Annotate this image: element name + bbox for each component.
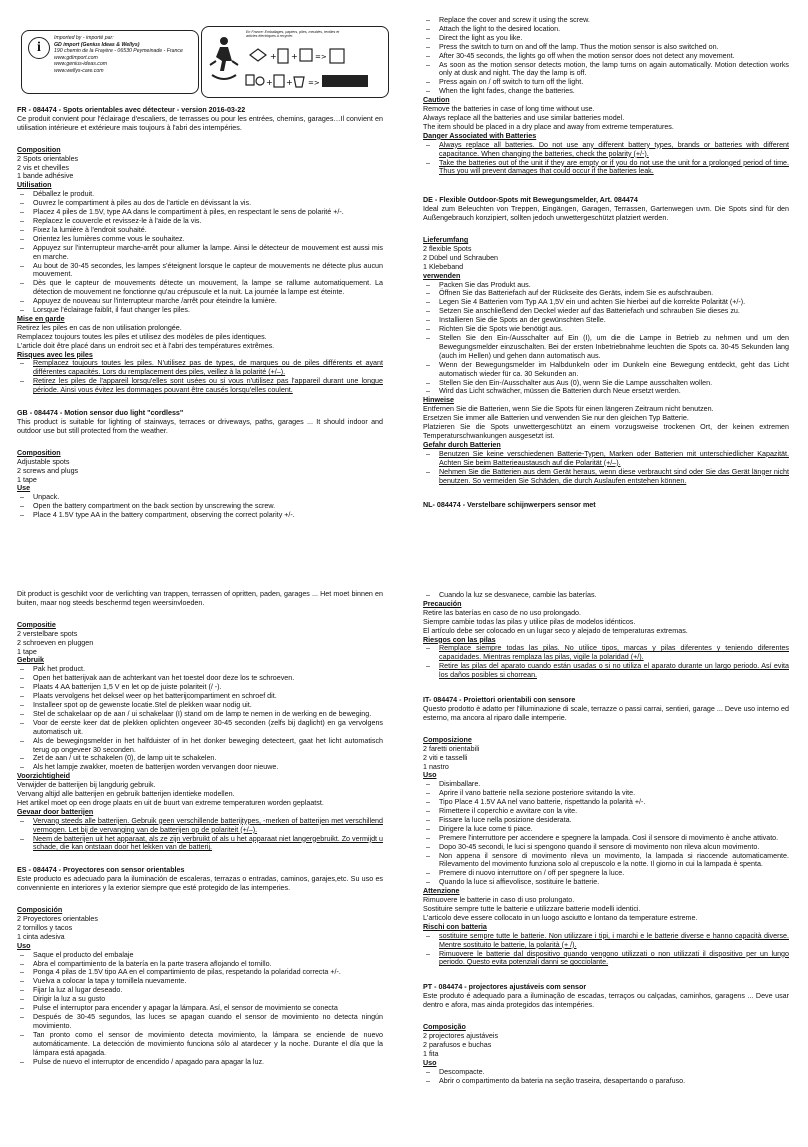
list-item: – Als het lampje zwakker, moeten de batterijen worden vervangen door nieuwe.	[33, 763, 383, 772]
list-item: Remplacez toujours toutes les piles et utilisez des modèles de piles identiques.	[17, 332, 267, 341]
list-item: – Press again on / off switch to turn off the light.	[439, 78, 789, 87]
list-item: 2 parafusos e buchas	[423, 1040, 492, 1049]
recycling-text: En France: Emballages, papiers, piles, meubles, textiles et articles électriques à recycler.	[246, 30, 340, 39]
list-item: – Retire las pilas del aparato cuando están usadas o si no utiliza el aparato durante un largo periodo. Así evita los daños posibles si chorrean.	[439, 662, 789, 680]
list-item: – Quando la luce si affievolisce, sostituire le batterie.	[439, 878, 789, 887]
list-item: Verwijder de batterijen bij langdurig gebruik.	[17, 781, 156, 790]
list-item: Ersetzen Sie immer alle Batterien und verwenden Sie nur den gleichen Typ Batterie.	[423, 414, 689, 423]
list-item: – Fissare la luce nella posizione desiderata.	[439, 816, 789, 825]
svg-text:+: +	[266, 78, 273, 87]
list-item: – When the light fades, change the batteries.	[439, 87, 789, 96]
importer-line: www.genius-ideas.com	[54, 61, 108, 68]
list-item: – Neem de batterijen uit het apparaat, als ze zijn verbruikt of als u het apparaat niet langergebruikt. Zo vermijdt u schade, die kan ontstaan door het lekken van de batterij.	[33, 835, 383, 853]
list-item: – Appuyez sur l'interrupteur marche-arrêt pour allumer la lampe. Ainsi le détecteur de mouvement est aussi mis en marche.	[33, 244, 383, 262]
section-title-es: ES - 084474 - Proyectores con sensor orientables	[17, 866, 185, 875]
importer-line: Imported by - importé par:	[54, 35, 114, 41]
section-title-nl: NL- 084474 - Verstelbare schijnwerpers sensor met	[423, 501, 596, 510]
list-item: 2 vis et chevilles	[17, 163, 69, 172]
list-item: Het artikel moet op een droge plaats en uit de buurt van extreme temperaturen worden geplaatst.	[17, 798, 324, 807]
panel-top-left	[17, 24, 383, 520]
list-item: – Retirez les piles de l'appareil lorsqu'elles sont usées ou si vous n'utilisez pas l'appareil durant une longue période. Ainsi vous évitez les dommages pouvant être causés lorsqu'elles coulent.	[33, 377, 383, 395]
use-list-de	[423, 281, 789, 397]
list-item: 2 schroeven en pluggen	[17, 638, 94, 647]
list-item: 1 fita	[423, 1049, 439, 1058]
risk-list-gb	[423, 141, 789, 177]
list-item: – Ouvrez le compartiment à piles au dos de l'article en dévissant la vis.	[33, 199, 383, 208]
importer-info	[54, 35, 183, 75]
section-title-it: IT- 084474 - Proiettori orientabili con sensore	[423, 696, 576, 705]
importer-line: GD import (Genius Ideas & Wellys)	[54, 41, 140, 48]
list-item: 1 bande adhésive	[17, 172, 74, 181]
list-item: – Cuando la luz se desvanece, cambie las baterías.	[439, 591, 789, 600]
heading-risk-gb: Danger Associated with Batteries	[423, 131, 537, 140]
list-item: – Dirigere la luce come ti piace.	[439, 825, 789, 834]
list-item: 2 Dübel und Schrauben	[423, 253, 499, 262]
list-item: – Press the switch to turn on and off the lamp. Thus the motion sensor is also switched on.	[439, 43, 789, 52]
list-item: – Rimettere il coperchio e avvitare con la vite.	[439, 807, 789, 816]
use-list-es	[17, 951, 383, 1067]
list-item: – Stel de schakelaar op de aan / ui schakelaar (I) stand om de lamp te nemen in de werking en de beweging.	[33, 710, 383, 719]
use-list-es-cont	[423, 591, 789, 600]
list-item: – sostituire sempre tutte le batterie. Non utilizzare i tipi, i marchi e le batterie diverse e hanno capacità diverse. Mentre sostituito le batterie, la polarità (+ /).	[439, 932, 789, 950]
heading-care-de: Hinweise	[423, 396, 454, 405]
section-title-de: DE - Flexible Outdoor-Spots mit Bewegungsmelder, Art. 084474	[423, 196, 638, 205]
list-item: – Vervang steeds alle batterijen. Gebruik geen verschillende batterijtypes, -merken of batterijen met verschillend vermogen. Let bij de vervanging van de batterijen op de polariteit (+/–).	[33, 817, 383, 835]
list-item: – Pak het product.	[33, 665, 383, 674]
importer-line: 190 chemin de la Frayère - 06530 Peymeinade - France	[54, 48, 183, 55]
list-item: – Open het batterijvak aan de achterkant van het toestel door deze los te schroeven.	[33, 674, 383, 683]
list-item: – Plaats 4 AA batterijen 1,5 V en let op de juiste polariteit (/ -).	[33, 683, 383, 692]
list-item: – Rimuovere le batterie dal dispositivo quando vengono utilizzati o non utilizzati il dispositivo per un lungo periodo. Questo evita potenziali danni se gocciolante.	[439, 950, 789, 968]
heading-composition-es: Composición	[17, 906, 63, 915]
list-item: – Au bout de 30-45 secondes, les lampes s'éteignent lorsque le capteur de mouvements ne détecte plus aucun mouvement.	[33, 262, 383, 280]
list-item: – Replace the cover and screw it using the screw.	[439, 16, 789, 25]
list-item: – Dès que le capteur de mouvements détecte un mouvement, la lampe se rallume automatiquement. La détection de mouvement ne fonctionne qu'au crépuscule et la nuit. La journée la lampe est éteinte.	[33, 279, 383, 297]
heading-risk-es: Riesgos con las pilas	[423, 635, 496, 644]
list-item: Entfernen Sie die Batterien, wenn Sie die Spots für einen längeren Zeitraum nicht benutzen.	[423, 405, 714, 414]
list-item: – Descompacte.	[439, 1068, 789, 1077]
importer-line: www.wellys-care.com	[54, 67, 104, 74]
list-item: – Installeer spot op de gewenste locatie.Stel de plekken waar nodig uit.	[33, 701, 383, 710]
heading-care-es: Precaución	[423, 599, 462, 608]
heading-care-gb: Caution	[423, 96, 450, 105]
section-title-gb: GB - 084474 - Motion sensor duo light "cordless"	[17, 409, 184, 418]
svg-text:+: +	[270, 52, 277, 61]
list-item: Adjustable spots	[17, 457, 70, 466]
list-item: Retirez les piles en cas de non utilisation prolongée.	[17, 323, 182, 332]
list-item: – Después de 30-45 segundos, las luces se apagan cuando el sensor de movimiento no detecta ningún movimiento.	[33, 1013, 383, 1031]
list-item: – Premere l'interruttore per accendere e spegnere la lampada. Così il sensore di movimento è anche attivato.	[439, 834, 789, 843]
list-item: 1 tape	[17, 475, 37, 484]
list-item: – Abrir o compartimento da bateria na seção traseira, desapertando o parafuso.	[439, 1077, 789, 1086]
list-item: – Aprire il vano batterie nella sezione posteriore svitando la vite.	[439, 789, 789, 798]
list-item: – Place 4 1.5V type AA in the battery compartment, observing the correct polarity +/-.	[33, 511, 383, 520]
list-item: – Disimballare.	[439, 780, 789, 789]
list-item: – Orientez les lumières comme vous le souhaitez.	[33, 235, 383, 244]
use-list-it	[423, 780, 789, 887]
use-list-gb-cont	[423, 16, 789, 96]
list-item: – Öffnen Sie das Batteriefach auf der Rückseite des Geräts, indem Sie es aufschrauben.	[439, 289, 789, 298]
list-item: 1 nastro	[423, 762, 449, 771]
panel-bottom-right	[423, 591, 789, 1085]
list-item: – Direct the light as you like.	[439, 34, 789, 43]
list-item: – Installieren Sie die Spots an der gewünschten Stelle.	[439, 316, 789, 325]
heading-composition-gb: Composition	[17, 448, 61, 457]
recycling-logo	[201, 26, 389, 98]
list-item: – Tipo Place 4 1.5V AA nel vano batterie, rispettando la polarità +/-.	[439, 798, 789, 807]
list-item: – Ponga 4 pilas de 1.5V tipo AA en el compartimiento de pilas, respetando la polaridad correcta +/-.	[33, 968, 383, 977]
list-item: Siempre cambie todas las pilas y utilice pilas de modelos idénticos.	[423, 617, 636, 626]
list-item: – Take the batteries out of the unit if they are empty or if you do not use the unit for a prolonged period of time. Thus you will prevent damages that could occur if the batteries leak.	[439, 159, 789, 177]
list-item: L'article doit être placé dans un endroit sec et à l'abri des températures extrêmes.	[17, 341, 275, 350]
list-item: 2 verstelbare spots	[17, 629, 78, 638]
intro-es: Este producto es adecuado para la iluminación de escaleras, terrazas o entradas, caminos, garajes,etc. Su uso es convenniente en interiores y la exterior siempre que esté protegido de las intemperies.	[17, 875, 383, 893]
heading-use-de: verwenden	[423, 271, 461, 280]
heading-use-pt: Uso	[423, 1058, 437, 1067]
list-item: – Dopo 30-45 secondi, le luci si spengono quando il sensore di movimento non rileva alcun movimento.	[439, 843, 789, 852]
list-item: – Benutzen Sie keine verschiedenen Batterie-Typen, Marken oder Batterien mit unterschiedlicher Kapazität. Achten Sie beim Batterieaustausch auf die Polarität (+/–).	[439, 450, 789, 468]
list-item: 2 tornillos y tacos	[17, 923, 73, 932]
heading-risk-it: Rischi con batteria	[423, 922, 487, 931]
heading-risk-nl: Gevaar door batterijen	[17, 807, 94, 816]
heading-composition-de: Lieferumfang	[423, 236, 469, 245]
list-item: Vervang altijd alle batterijen en gebruik batterijen identieke modellen.	[17, 790, 235, 799]
list-item: – Remplacez toujours toutes les piles. N'utilisez pas de types, de marques ou de piles différents et ayant différentes capacités. Lors du remplacement des piles, veillez à la polarité (+/–).	[33, 359, 383, 377]
list-item: – Fijar la luz al lugar deseado.	[33, 986, 383, 995]
list-item: – Placez 4 piles de 1.5V, type AA dans le compartiment à piles, en respectant le sens de polarité +/-.	[33, 208, 383, 217]
list-item: – Vuelva a colocar la tapa y tornillela nuevamente.	[33, 977, 383, 986]
heading-composition-pt: Composição	[423, 1023, 466, 1032]
list-item: Rimuovere le batterie in caso di uso prolungato.	[423, 896, 575, 905]
heading-composition-nl: Compositie	[17, 620, 56, 629]
list-item: – Premere di nuovo interruttore on / off per spegnere la luce.	[439, 869, 789, 878]
list-item: The item should be placed in a dry place and away from extreme temperatures.	[423, 122, 674, 131]
intro-it: Questo prodotto è adatto per l'illuminazione di scale, terrazze o passi carrai, sentieri, garage ... Deve uso interno ed esterno, ma ancora al riparo dalle intemperie.	[423, 704, 789, 722]
list-item: – Remplace siempre todas las pilas. No utilice tipos, marcas y pilas diferentes y teniendo diferentes capacidades. Mientras remplaza las pilas, vigile la polaridad (+/).	[439, 644, 789, 662]
list-item: – Fixez la lumière à l'endroit souhaité.	[33, 226, 383, 235]
intro-nl: Dit product is geschikt voor de verlichting van trappen, terrassen of opritten, paden, garages ... Het moet binnen en buiten, maar nog steeds beschermd tegen weersinvloeden.	[17, 590, 383, 607]
importer-line: www.gdimport.com	[54, 54, 98, 61]
heading-use-es: Uso	[17, 941, 31, 950]
list-item: – Plaats vervolgens het deksel weer op het batterijcompartiment en schroef dit.	[33, 692, 383, 701]
list-item: Sostituire sempre tutte le batterie e utilizzare batterie modelli identici.	[423, 905, 641, 913]
list-item: – Stellen Sie den Ein-/Ausschalter auf Ein (I), um die die Lampe in Betrieb zu nehmen und um den Bewegungsmelder einzuschalten. Bei der ersten Inbetriebnahme leuchten die Spots ca. 30-45 Sekunden lang (auch im Hellen) und gehen dann automatisch aus.	[439, 334, 789, 361]
list-item: – Packen Sie das Produkt aus.	[439, 281, 789, 290]
section-title-fr: FR - 084474 - Spots orientables avec détecteur - version 2016-03-22	[17, 106, 246, 114]
svg-text:=>: =>	[308, 79, 320, 87]
list-item: – Abra el compartimiento de la batería en la parte trasera aflojando el tornillo.	[33, 960, 383, 969]
risk-list-it	[423, 932, 789, 968]
use-list-gb	[17, 493, 383, 520]
use-list-nl	[17, 665, 383, 772]
panel-top-right	[423, 16, 789, 510]
heading-use-fr: Utilisation	[17, 181, 52, 190]
svg-text:+: +	[286, 78, 293, 87]
heading-care-it: Attenzione	[423, 887, 460, 896]
risk-list-de	[423, 450, 789, 486]
info-icon: i	[28, 37, 50, 59]
list-item: – Pulse el interruptor para encender y apagar la lámpara. Así, el sensor de movimiento se conecta	[33, 1004, 383, 1013]
list-item: 1 tape	[17, 647, 37, 656]
intro-gb: This product is suitable for lighting of stairways, terraces or driveways, paths, garages ... It should indoor and outdoor use but still protected from the weather.	[17, 418, 383, 435]
list-item: – Richten Sie die Spots wie benötigt aus.	[439, 325, 789, 334]
list-item: Remove the batteries in case of long time without use.	[423, 105, 595, 114]
risk-list-nl	[17, 817, 383, 853]
list-item: 1 Klebeband	[423, 262, 464, 271]
use-list-pt	[423, 1068, 789, 1086]
list-item: 2 projectores ajustáveis	[423, 1031, 499, 1040]
list-item: Always replace all the batteries and use similar batteries model.	[423, 113, 625, 122]
list-item: – Non appena il sensore di movimento rileva un movimento, la lampada si riaccende automaticamente. Rilevamento del movimento funziona solo al crepuscolo e la notte. Il giorno in cui la lampada è spenta.	[439, 852, 789, 870]
list-item: 2 Spots orientables	[17, 154, 79, 163]
heading-composition-fr: Composition	[17, 145, 61, 154]
list-item: – Zet de aan / uit te schakelen (0), de lamp uit te schakelen.	[33, 754, 383, 763]
use-list-fr	[17, 190, 383, 315]
list-item: 2 flexible Spots	[423, 244, 472, 253]
list-item: 1 cinta adesiva	[17, 932, 65, 941]
list-item: – As soon as the motion sensor detects motion, the lamp turns on again automatically. Motion detection works only at dusk and night. The day the lamp is off.	[439, 61, 789, 79]
intro-pt: Este produto é adequado para a iluminação de escadas, terraços ou calçadas, caminhos, garagens ... Deve usar dentro e afora, mas ainda protegidos das intempéries.	[423, 992, 789, 1010]
list-item: – Always replace all batteries. Do not use any different battery types, brands or batteries with different capacitance. When changing the batteries, check the polarity (+/-).	[439, 141, 789, 159]
heading-care-fr: Mise en garde	[17, 314, 65, 323]
heading-use-gb: Use	[17, 484, 31, 493]
list-item: – Als de bewegingsmelder in het halfduister of in het donker beweging detecteert, gaat het licht automatisch terug op ongeveer 30 seconden.	[33, 737, 383, 755]
list-item: – Setzen Sie anschließend den Deckel wieder auf das Batteriefach und schrauben Sie dieses zu.	[439, 307, 789, 316]
risk-list-fr	[17, 359, 383, 395]
section-title-pt: PT - 084474 - projectores ajustáveis com sensor	[423, 983, 587, 992]
intro-fr: Ce produit convient pour l'éclairage d'escaliers, de terrasses ou pour les entrées, chemins, garages…Il convient en utilisation intérieure et extérieure mais toujours à l'abri des intempéries.	[17, 114, 383, 132]
list-item: 2 viti e tasselli	[423, 753, 468, 762]
logo-row	[17, 24, 383, 96]
heading-composition-it: Composizione	[423, 735, 472, 744]
list-item: – Appuyez de nouveau sur l'interrupteur marche /arrêt pour éteindre la lumière.	[33, 297, 383, 306]
heading-use-it: Uso	[423, 771, 437, 780]
list-item: 2 faretti orientabili	[423, 744, 480, 753]
svg-text:+: +	[291, 52, 298, 61]
list-item: – Open the battery compartment on the back section by unscrewing the screw.	[33, 502, 383, 511]
list-item: – Pulse de nuevo el interruptor de encendido / apagado para apagar la luz.	[33, 1058, 383, 1067]
list-item: – Attach the light to the desired location.	[439, 25, 789, 34]
list-item: – Dirigir la luz a su gusto	[33, 995, 383, 1004]
heading-risk-de: Gefahr durch Batterien	[423, 440, 501, 449]
list-item: – Voor de eerste keer dat de plekken oplichten ongeveer 30-45 seconden (zelfs bij daglicht) en ga vervolgens automatisch uit.	[33, 719, 383, 737]
list-item: – After 30-45 seconds, the lights go off when the motion sensor does not detect any movement.	[439, 52, 789, 61]
heading-care-nl: Voorzichtigheid	[17, 772, 71, 781]
list-item: – Legen Sie 4 Batterien vom Typ AA 1,5V ein und achten Sie hierbei auf die korrekte Polarität (+/-).	[439, 298, 789, 307]
list-item: – Unpack.	[33, 493, 383, 502]
heading-risk-fr: Risques avec les piles	[17, 350, 93, 359]
list-item: – Stellen Sie den Ein-/Ausschalter aus Aus (0), wenn Sie die Lampe ausschalten wollen.	[439, 379, 789, 388]
list-item: L'articolo deve essere collocato in un luogo asciutto e lontano da temperature estreme.	[423, 913, 698, 922]
intro-de: Ideal zum Beleuchten von Treppen, Eingängen, Garagen, Terrassen, Gartenwegen uvm. Die Spots sind für den Außengebrauch konzipiert, sollten jedoch unwettergeschützt platziert werden.	[423, 205, 789, 223]
list-item: Platzieren Sie die Spots unwettergeschützt an einem vorzugsweise trockenen Ort, der keinen extremen Temperaturschwankungen ausgesetzt ist.	[423, 423, 789, 440]
importer-logo	[21, 30, 199, 94]
list-item: Retire las baterías en caso de no uso prolongado.	[423, 608, 581, 617]
heading-use-nl: Gebruik	[17, 656, 44, 665]
list-item: 2 Proyectores orientables	[17, 915, 98, 923]
list-item: 2 screws and plugs	[17, 466, 79, 475]
list-item: – Tan pronto como el sensor de movimiento detecta movimiento, la lámpara se enciende de nuevo automáticamente. La detección de movimiento funciona sólo al atardecer y la noche. Durante el día que la lámpara está apagada.	[33, 1031, 383, 1058]
list-item: El artículo debe ser colocado en un lugar seco y alejado de temperaturas extremas.	[423, 626, 688, 635]
list-item: – Nehmen Sie die Batterien aus dem Gerät heraus, wenn diese verbraucht sind oder Sie das Gerät länger nicht benutzen. So vermeiden Sie Schäden, die durch Auslaufen entstehen können.	[439, 468, 789, 486]
panel-bottom-left	[17, 590, 383, 1066]
list-item: – Wenn der Bewegungsmelder im Halbdunkeln oder im Dunkeln eine Bewegung entdeckt, geht das Licht automatisch wieder für ca. 30 Sekunden an.	[439, 361, 789, 379]
list-item: – Lorsque l'éclairage faiblit, il faut changer les piles.	[33, 306, 383, 315]
list-item: – Replacez le couvercle et revissez-le à l'aide de la vis.	[33, 217, 383, 226]
svg-text:=>: =>	[315, 53, 327, 61]
list-item: – Wird das Licht schwächer, müssen die Batterien durch Neue ersetzt werden.	[439, 387, 789, 396]
risk-list-es	[423, 644, 789, 680]
list-item: – Déballez le produit.	[33, 190, 383, 199]
list-item: – Saque el producto del embalaje	[33, 951, 383, 960]
